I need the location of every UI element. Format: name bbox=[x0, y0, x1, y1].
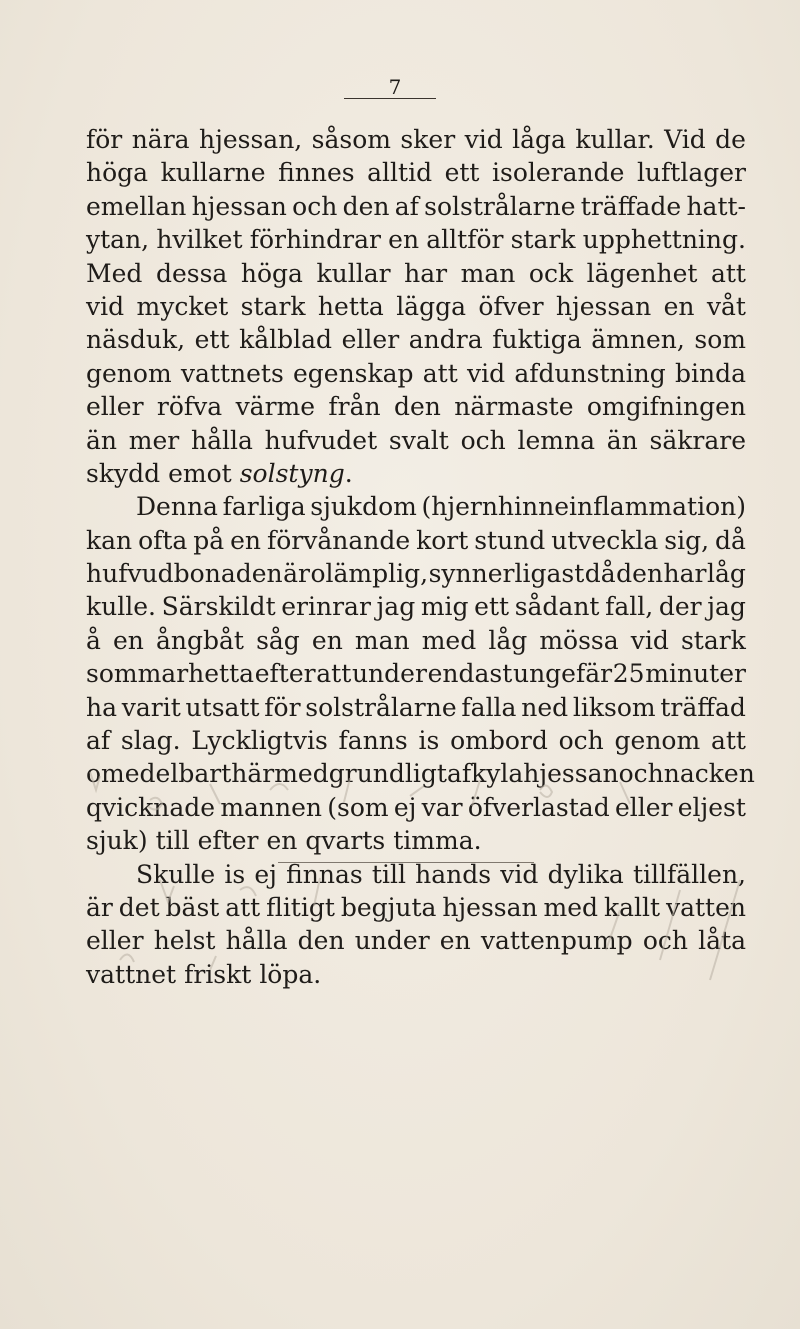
word: eller bbox=[86, 926, 144, 956]
word: att bbox=[710, 726, 746, 756]
word: alltid bbox=[367, 158, 433, 188]
word: värme bbox=[235, 392, 316, 422]
word: der bbox=[658, 592, 702, 622]
word: låta bbox=[698, 926, 746, 956]
word: de bbox=[715, 125, 746, 154]
word: för bbox=[264, 692, 301, 722]
word: (hjernhinneinflammation) bbox=[421, 492, 746, 522]
word: slag. bbox=[120, 726, 181, 756]
word: under bbox=[351, 659, 427, 689]
word: och bbox=[292, 191, 338, 221]
word: en bbox=[311, 625, 343, 655]
word: ett bbox=[474, 592, 510, 622]
word: och bbox=[642, 926, 688, 956]
word: ångbåt bbox=[156, 625, 244, 655]
word: fanns bbox=[338, 726, 408, 756]
text-line bbox=[86, 457, 746, 490]
word: finnes bbox=[278, 158, 355, 188]
word: kullar. bbox=[575, 125, 655, 154]
word: träffad bbox=[660, 692, 746, 722]
text-line bbox=[86, 824, 746, 857]
word: luftlager bbox=[636, 158, 746, 188]
word: hålla bbox=[225, 926, 288, 956]
word: är bbox=[283, 559, 310, 589]
word: endast bbox=[427, 659, 513, 689]
word: ett bbox=[444, 158, 480, 188]
word: begjuta bbox=[340, 892, 437, 922]
word: Lyckligtvis bbox=[191, 726, 328, 756]
word: den bbox=[342, 191, 390, 221]
word: nära bbox=[131, 125, 190, 154]
word: efter bbox=[197, 826, 259, 856]
word: bäst bbox=[165, 892, 220, 922]
word: å bbox=[86, 625, 101, 655]
word: att bbox=[422, 358, 458, 388]
word: afkyla bbox=[446, 759, 524, 789]
word: tillfällen, bbox=[632, 859, 746, 889]
word: säkrare bbox=[649, 425, 746, 455]
word: den bbox=[393, 392, 441, 422]
word: löpa. bbox=[259, 959, 322, 989]
word: olämplig, bbox=[310, 559, 429, 589]
word: såsom bbox=[311, 125, 391, 154]
word: en bbox=[266, 826, 298, 856]
word: minuter bbox=[645, 659, 746, 689]
word: Vid bbox=[664, 125, 706, 154]
word: kullar bbox=[316, 258, 391, 288]
text-line bbox=[86, 190, 746, 223]
text-line bbox=[86, 323, 746, 356]
word: kallt bbox=[603, 892, 661, 922]
word: till bbox=[371, 859, 406, 889]
word: Skulle bbox=[136, 859, 216, 889]
body-text bbox=[86, 123, 755, 991]
word: att bbox=[710, 258, 746, 288]
word: genom bbox=[614, 726, 701, 756]
word: ämnen, bbox=[591, 325, 685, 355]
word: nacken bbox=[663, 759, 755, 789]
word: synnerligast bbox=[428, 559, 585, 589]
word: is bbox=[418, 726, 440, 756]
word: erinrar bbox=[281, 592, 371, 622]
word: på bbox=[193, 525, 225, 555]
word: sommarhetta bbox=[86, 659, 255, 689]
word: med bbox=[421, 625, 477, 655]
word: vattnets bbox=[180, 358, 284, 388]
section-divider bbox=[278, 862, 534, 863]
text-line bbox=[86, 357, 746, 390]
word: omgifningen bbox=[586, 392, 746, 422]
word: ned bbox=[521, 692, 569, 722]
word: att bbox=[316, 659, 352, 689]
word: kort bbox=[416, 525, 469, 555]
word: har bbox=[663, 559, 707, 589]
word: timma. bbox=[393, 826, 482, 856]
word: is bbox=[224, 859, 246, 889]
word: jag bbox=[376, 592, 416, 622]
word: kullarne bbox=[160, 158, 266, 188]
text-line bbox=[86, 490, 746, 523]
word: vid bbox=[500, 859, 539, 889]
text-line bbox=[86, 724, 746, 757]
word: helst bbox=[153, 926, 216, 956]
word: 25 bbox=[612, 659, 645, 689]
word: hatt- bbox=[686, 191, 746, 221]
word: egenskap bbox=[292, 358, 414, 388]
word: var bbox=[421, 792, 463, 822]
word: vattnet bbox=[86, 959, 177, 989]
word: (som bbox=[327, 792, 389, 822]
word: lemna bbox=[517, 425, 595, 455]
word: kan bbox=[86, 525, 133, 555]
word: mannen bbox=[220, 792, 323, 822]
word: Särskildt bbox=[161, 592, 276, 622]
word: af bbox=[394, 191, 419, 221]
word: ofta bbox=[138, 525, 188, 555]
word: hufvudet bbox=[264, 425, 378, 455]
word: hands bbox=[415, 859, 492, 889]
word: stund bbox=[474, 525, 546, 555]
word: låg bbox=[488, 625, 528, 655]
page-number: 7 bbox=[388, 75, 402, 99]
word: utsatt bbox=[185, 692, 260, 722]
word: den bbox=[297, 926, 345, 956]
text-line bbox=[86, 290, 746, 323]
word: en bbox=[388, 225, 420, 255]
word: ombord bbox=[450, 726, 548, 756]
word: stark bbox=[680, 625, 746, 655]
word: sker bbox=[400, 125, 456, 154]
word: eller bbox=[614, 792, 673, 822]
word: alltför bbox=[426, 225, 504, 255]
text-line bbox=[86, 924, 746, 957]
word: fuktiga bbox=[492, 325, 582, 355]
text-line bbox=[86, 958, 746, 991]
word: lägga bbox=[396, 291, 466, 321]
word: Med bbox=[86, 258, 143, 288]
word: mer bbox=[128, 425, 180, 455]
word: våt bbox=[706, 291, 746, 321]
word: andra bbox=[408, 325, 483, 355]
word: den bbox=[616, 559, 664, 589]
word: öfverlastad bbox=[467, 792, 610, 822]
word: dessa bbox=[155, 258, 228, 288]
word: och bbox=[558, 726, 604, 756]
word: höga bbox=[240, 258, 303, 288]
word: närmaste bbox=[454, 392, 574, 422]
word: hjessan, bbox=[198, 125, 303, 154]
word: såg bbox=[256, 625, 300, 655]
word: öfver bbox=[478, 291, 544, 321]
text-line bbox=[86, 757, 755, 790]
word: binda bbox=[674, 358, 746, 388]
word: ett bbox=[194, 325, 230, 355]
word: liksom bbox=[572, 692, 656, 722]
word: vid bbox=[466, 358, 506, 388]
text-line bbox=[86, 791, 746, 824]
word: isolerande bbox=[492, 158, 625, 188]
word: utveckla bbox=[551, 525, 659, 555]
word: mycket bbox=[136, 291, 229, 321]
word: stark bbox=[510, 225, 576, 255]
word: röfva bbox=[156, 392, 223, 422]
word: ytan, bbox=[86, 225, 150, 255]
text-line bbox=[86, 891, 746, 924]
word: lägenhet bbox=[586, 258, 698, 288]
word: mössa bbox=[539, 625, 619, 655]
word: finnas bbox=[286, 859, 363, 889]
word: vattenpump bbox=[480, 926, 633, 956]
word: näsduk, bbox=[86, 325, 186, 355]
word: till bbox=[155, 826, 190, 856]
word: mig bbox=[420, 592, 469, 622]
word: sådant bbox=[514, 592, 600, 622]
word: solstrålarne bbox=[424, 191, 576, 221]
text-line bbox=[86, 691, 746, 724]
word: hvilket bbox=[156, 225, 243, 255]
word: hjessan bbox=[442, 892, 538, 922]
text-line bbox=[86, 424, 746, 457]
word: från bbox=[328, 392, 381, 422]
word: som bbox=[694, 325, 746, 355]
word: afdunstning bbox=[514, 358, 666, 388]
word: genom bbox=[86, 358, 172, 388]
word: ha bbox=[86, 692, 118, 722]
text-line bbox=[86, 223, 746, 256]
word: låga bbox=[512, 125, 566, 154]
word: en bbox=[439, 926, 471, 956]
word: eller bbox=[341, 325, 400, 355]
word: vid bbox=[630, 625, 669, 655]
text-line bbox=[86, 156, 746, 189]
word: en bbox=[230, 525, 262, 555]
word: jag bbox=[707, 592, 746, 622]
word: är bbox=[86, 892, 113, 922]
word: stark bbox=[240, 291, 306, 321]
word: och bbox=[460, 425, 506, 455]
word: farliga bbox=[222, 492, 306, 522]
word: omedelbart bbox=[86, 759, 232, 789]
word: man bbox=[354, 625, 410, 655]
word: att bbox=[225, 892, 261, 922]
word: en bbox=[113, 625, 144, 655]
word: eljest bbox=[677, 792, 746, 822]
text-line bbox=[86, 624, 746, 657]
word: Denna bbox=[136, 492, 218, 522]
word: af bbox=[86, 726, 111, 756]
word: sjuk) bbox=[86, 826, 148, 856]
word: förvånande bbox=[266, 525, 411, 555]
text-line bbox=[86, 590, 746, 623]
word: qvarts bbox=[305, 826, 386, 856]
word: hufvudbonaden bbox=[86, 559, 283, 589]
word: skydd bbox=[86, 458, 161, 488]
text-line bbox=[86, 557, 746, 590]
word: svalt bbox=[388, 425, 449, 455]
word: man bbox=[460, 258, 516, 288]
word: solstyng. bbox=[239, 458, 353, 488]
word: då bbox=[714, 525, 746, 555]
word: träffade bbox=[580, 191, 682, 221]
word: det bbox=[118, 892, 160, 922]
word: emot bbox=[168, 458, 232, 488]
word: kulle. bbox=[86, 592, 156, 622]
text-line bbox=[86, 524, 746, 557]
text-line bbox=[86, 257, 746, 290]
word: kålblad bbox=[239, 325, 333, 355]
word: förhindrar bbox=[249, 225, 381, 255]
word: än bbox=[86, 425, 118, 455]
word: hålla bbox=[190, 425, 253, 455]
word: ungefär bbox=[512, 659, 613, 689]
word: falla bbox=[461, 692, 517, 722]
word: med bbox=[543, 892, 599, 922]
word: under bbox=[354, 926, 430, 956]
word: emellan bbox=[86, 191, 187, 221]
word: efter bbox=[254, 659, 316, 689]
word: fall, bbox=[605, 592, 654, 622]
word: eller bbox=[86, 392, 144, 422]
word: och bbox=[618, 759, 664, 789]
word: låg bbox=[707, 559, 746, 589]
text-line bbox=[86, 390, 746, 423]
word: hjessan bbox=[555, 291, 652, 321]
word: grundligt bbox=[328, 759, 447, 789]
word: har bbox=[404, 258, 448, 288]
word: friskt bbox=[184, 959, 252, 989]
word: ej bbox=[393, 792, 417, 822]
word: härmed bbox=[231, 759, 329, 789]
text-line bbox=[86, 657, 746, 690]
word: för bbox=[86, 125, 123, 154]
text-line bbox=[86, 123, 746, 156]
word: hetta bbox=[317, 291, 384, 321]
word: solstrålarne bbox=[305, 692, 457, 722]
word: hjessan bbox=[523, 759, 619, 789]
word: höga bbox=[86, 158, 149, 188]
page-number-rule bbox=[344, 98, 436, 99]
word: vid bbox=[464, 125, 503, 154]
word: en bbox=[663, 291, 695, 321]
word: varit bbox=[121, 692, 181, 722]
word: än bbox=[606, 425, 638, 455]
word: upphettning. bbox=[582, 225, 746, 255]
word: sig, bbox=[664, 525, 710, 555]
word: vatten bbox=[665, 892, 746, 922]
word: sjukdom bbox=[310, 492, 417, 522]
word: vid bbox=[86, 291, 125, 321]
word: hjessan bbox=[191, 191, 287, 221]
word: ej bbox=[254, 859, 277, 889]
word: flitigt bbox=[266, 892, 335, 922]
word: qvicknade bbox=[86, 792, 216, 822]
word: ock bbox=[528, 258, 574, 288]
word: då bbox=[584, 559, 616, 589]
word: dylika bbox=[547, 859, 624, 889]
